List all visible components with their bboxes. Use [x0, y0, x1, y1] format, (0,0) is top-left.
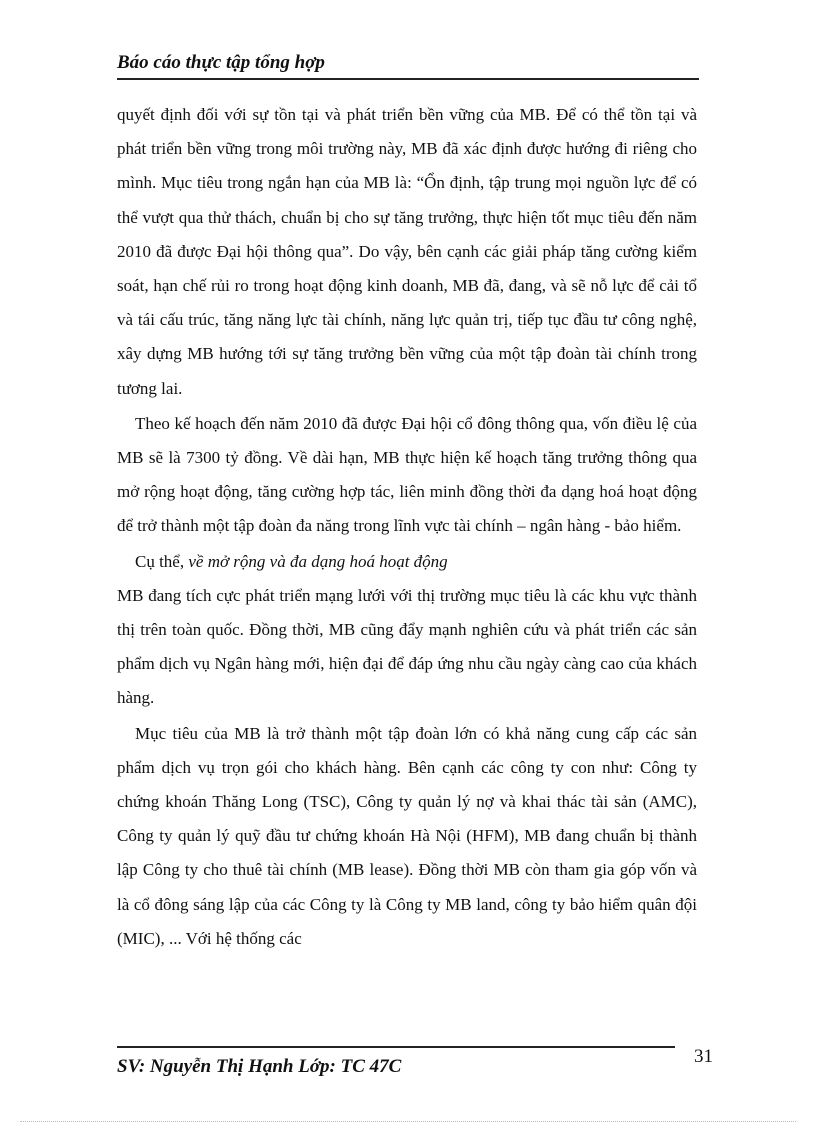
paragraph-3-italic: về mở rộng và đa dạng hoá hoạt động	[188, 551, 448, 571]
paragraph-1: quyết định đối với sự tồn tại và phát triển bền vững của MB. Để có thể tồn tại và phát triển bền vững trong môi trường này, MB đã xác định được hướng đi riêng cho mình. Mục tiêu trong ngắn hạn của MB là: “Ổn định, tập trung mọi nguồn lực để có thể vượt qua thử thách, chuẩn bị cho sự tăng trưởng, thực hiện tốt mục tiêu đến năm 2010 đã được Đại hội thông qua”. Do vậy, bên cạnh các giải pháp tăng cường kiểm soát, hạn chế rủi ro trong hoạt động kinh doanh, MB đã, đang, và sẽ nỗ lực để cải tổ và tái cấu trúc, tăng năng lực tài chính, năng lực quản trị, tiếp tục đầu tư công nghệ, xây dựng MB hướng tới sự tăng trưởng bền vững của một tập đoàn tài chính trong tương lai.	[117, 105, 697, 398]
paragraph-3	[117, 545, 697, 579]
footer-divider	[117, 1046, 675, 1048]
paragraph-2: Theo kế hoạch đến năm 2010 đã được Đại hội cổ đông thông qua, vốn điều lệ của MB sẽ là 7300 tỷ đồng. Về dài hạn, MB thực hiện kế hoạch tăng trưởng thông qua mở rộng hoạt động, tăng cường hợp tác, liên minh đồng thời đa dạng hoá hoạt động để trở thành một tập đoàn đa năng trong lĩnh vực tài chính – ngân hàng - bảo hiểm.	[117, 413, 697, 536]
report-body	[117, 98, 697, 956]
footer-student-info: SV: Nguyễn Thị Hạnh Lớp: TC 47C	[117, 1056, 402, 1077]
paragraph-3-lead: Cụ thể,	[135, 551, 189, 571]
paragraph-5: Mục tiêu của MB là trở thành một tập đoàn lớn có khả năng cung cấp các sản phẩm dịch vụ trọn gói cho khách hàng. Bên cạnh các công ty con như: Công ty chứng khoán Thăng Long (TSC), Công ty quản lý nợ và khai thác tài sản (AMC), Công ty quản lý quỹ đầu tư chứng khoán Hà Nội (HFM), MB đang chuẩn bị thành lập Công ty cho thuê tài chính (MB lease). Đồng thời MB còn tham gia góp vốn và là cổ đông sáng lập của các Công ty là Công ty MB land, công ty bảo hiểm quân đội (MIC), ... Với hệ thống các	[117, 723, 697, 948]
page-number: 31	[694, 1046, 713, 1067]
page-header	[117, 50, 697, 76]
header-divider	[117, 78, 699, 80]
paragraph-4: MB đang tích cực phát triển mạng lưới với thị trường mục tiêu là các khu vực thành thị trên toàn quốc. Đồng thời, MB cũng đẩy mạnh nghiên cứu và phát triển các sản phẩm dịch vụ Ngân hàng mới, hiện đại để đáp ứng nhu cầu ngày càng cao của khách hàng.	[117, 585, 697, 708]
header-title: Báo cáo thực tập tổng hợp	[117, 52, 325, 73]
page-bottom-edge	[20, 1121, 796, 1122]
